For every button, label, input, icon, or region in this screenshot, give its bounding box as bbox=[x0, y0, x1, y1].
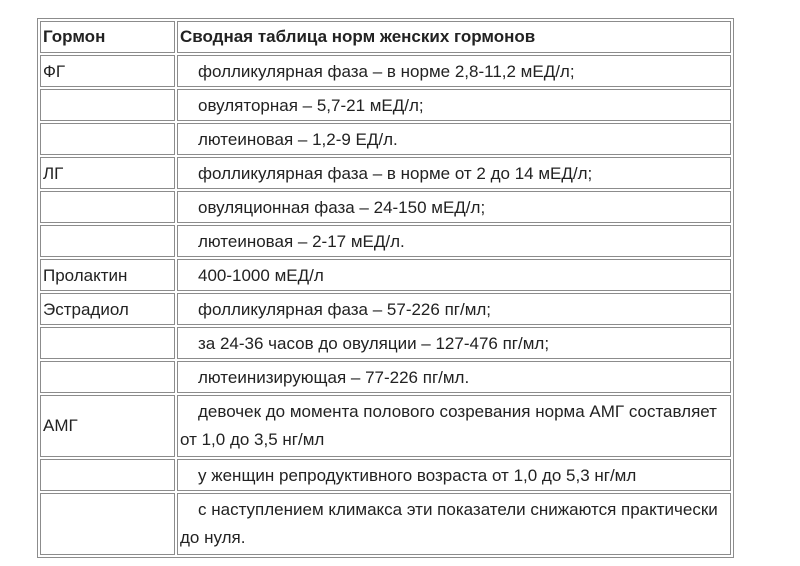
table-row bbox=[40, 157, 731, 189]
norm-cell bbox=[177, 395, 731, 457]
table-row bbox=[40, 55, 731, 87]
norm-cell bbox=[177, 259, 731, 291]
norm-cell bbox=[177, 293, 731, 325]
norm-cell bbox=[177, 361, 731, 393]
hormone-cell bbox=[40, 225, 175, 257]
table-row bbox=[40, 395, 731, 457]
norm-text: фолликулярная фаза – в норме 2,8-11,2 мЕД/л; bbox=[198, 61, 575, 81]
hormone-cell bbox=[40, 459, 175, 491]
table-row bbox=[40, 361, 731, 393]
norm-text: у женщин репродуктивного возраста от 1,0 до 5,3 нг/мл bbox=[198, 465, 637, 485]
hormone-norms-table bbox=[37, 18, 734, 558]
hormone-cell: Эстрадиол bbox=[40, 293, 175, 325]
norm-text: овуляционная фаза – 24-150 мЕД/л; bbox=[198, 197, 486, 217]
hormone-cell bbox=[40, 191, 175, 223]
hormone-cell bbox=[40, 89, 175, 121]
norm-text: фолликулярная фаза – в норме от 2 до 14 мЕД/л; bbox=[198, 163, 593, 183]
header-summary: Сводная таблица норм женских гормонов bbox=[177, 21, 731, 53]
table-row bbox=[40, 123, 731, 155]
norm-cell bbox=[177, 225, 731, 257]
norm-text: 400-1000 мЕД/л bbox=[198, 265, 324, 285]
norm-cell bbox=[177, 123, 731, 155]
norm-cell bbox=[177, 493, 731, 555]
table-header-row bbox=[40, 21, 731, 53]
table-row bbox=[40, 259, 731, 291]
hormone-cell: ФГ bbox=[40, 55, 175, 87]
norm-cell bbox=[177, 327, 731, 359]
table-row bbox=[40, 191, 731, 223]
table-row bbox=[40, 327, 731, 359]
norm-cell bbox=[177, 157, 731, 189]
table-row bbox=[40, 493, 731, 555]
hormone-cell bbox=[40, 493, 175, 555]
norm-text: фолликулярная фаза – 57-226 пг/мл; bbox=[198, 299, 492, 319]
hormone-cell bbox=[40, 361, 175, 393]
hormone-cell: АМГ bbox=[40, 395, 175, 457]
norm-text: за 24-36 часов до овуляции – 127-476 пг/мл; bbox=[198, 333, 550, 353]
hormone-cell bbox=[40, 327, 175, 359]
norm-text: лютеиновая – 1,2-9 ЕД/л. bbox=[198, 129, 398, 149]
table-row bbox=[40, 459, 731, 491]
hormone-cell bbox=[40, 123, 175, 155]
norm-cell bbox=[177, 89, 731, 121]
table-row bbox=[40, 225, 731, 257]
norm-text: лютеинизирующая – 77-226 пг/мл. bbox=[198, 367, 470, 387]
norm-cell bbox=[177, 55, 731, 87]
norm-cell bbox=[177, 191, 731, 223]
norm-text: лютеиновая – 2-17 мЕД/л. bbox=[198, 231, 405, 251]
norm-text: овуляторная – 5,7-21 мЕД/л; bbox=[198, 95, 424, 115]
norm-text: девочек до момента полового созревания норма АМГ составляет от 1,0 до 3,5 нг/мл bbox=[180, 402, 717, 449]
norm-cell bbox=[177, 459, 731, 491]
header-hormone: Гормон bbox=[40, 21, 175, 53]
hormone-cell: ЛГ bbox=[40, 157, 175, 189]
hormone-cell: Пролактин bbox=[40, 259, 175, 291]
norm-text: с наступлением климакса эти показатели снижаются практически до нуля. bbox=[180, 500, 718, 547]
table-row bbox=[40, 293, 731, 325]
table-row bbox=[40, 89, 731, 121]
